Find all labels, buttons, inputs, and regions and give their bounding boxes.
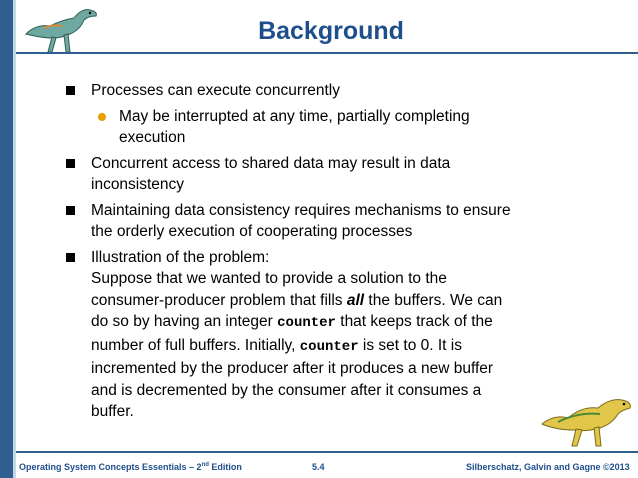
text-run: the buffers. We can [364, 291, 503, 309]
square-bullet-icon [66, 206, 75, 215]
illustration-line [91, 335, 533, 359]
footer-divider [16, 451, 638, 453]
footer-text: Edition [208, 462, 242, 472]
illustration-line: and is decremented by the consumer after it consumes a [91, 381, 482, 399]
text-run: number of full buffers. Initially, [91, 336, 300, 354]
code-counter: counter [277, 315, 336, 331]
sub-bullet-item [63, 106, 533, 149]
page-title: Background [258, 17, 404, 45]
illustration-line: buffer. [91, 403, 134, 420]
footer-superscript: nd [201, 462, 209, 468]
illustration-line [91, 290, 533, 312]
illustration-line: incremented by the producer after it produces a new buffer [91, 360, 494, 377]
sub-bullet-line: execution [119, 129, 186, 146]
round-bullet-icon [98, 113, 106, 121]
text-run: that keeps track of the [335, 313, 493, 330]
bullet-item [63, 80, 533, 102]
footer-copyright: Silberschatz, Galvin and Gagne ©2013 [466, 462, 630, 472]
footer-text: Operating System Concepts Essentials – 2 [19, 462, 202, 472]
left-accent-bar [0, 0, 13, 478]
bullet-line: Concurrent access to shared data may result in data [91, 154, 451, 172]
illustration-heading: Illustration of the problem: [91, 248, 270, 266]
bullet-line: inconsistency [91, 176, 185, 193]
left-accent-bar-light [13, 0, 16, 478]
illustration-line [91, 311, 533, 335]
text-run: consumer-producer problem that fills [91, 291, 347, 309]
slide-content [63, 80, 533, 427]
code-counter: counter [299, 338, 359, 355]
text-run: do so by having an integer [91, 313, 278, 330]
dinosaur-bottom-icon [538, 384, 634, 450]
bullet-line: Maintaining data consistency requires mechanisms to ensure [91, 201, 511, 219]
bullet-item [63, 200, 533, 243]
bullet-item [63, 153, 533, 196]
bullet-item-illustration [63, 247, 533, 423]
square-bullet-icon [66, 159, 75, 168]
text-run: is set to 0. It is [358, 336, 462, 354]
sub-bullet-line: May be interrupted at any time, partially completing [119, 107, 470, 125]
bullet-text: Processes can execute concurrently [91, 82, 340, 99]
bullet-line: the orderly execution of cooperating processes [91, 223, 413, 240]
page-number: 5.4 [312, 462, 325, 472]
square-bullet-icon [66, 253, 75, 262]
illustration-line: Suppose that we wanted to provide a solution to the [91, 270, 447, 287]
square-bullet-icon [66, 86, 75, 95]
footer-book-title [19, 462, 242, 472]
header-divider [16, 52, 638, 54]
emphasis-all: all [346, 291, 365, 309]
